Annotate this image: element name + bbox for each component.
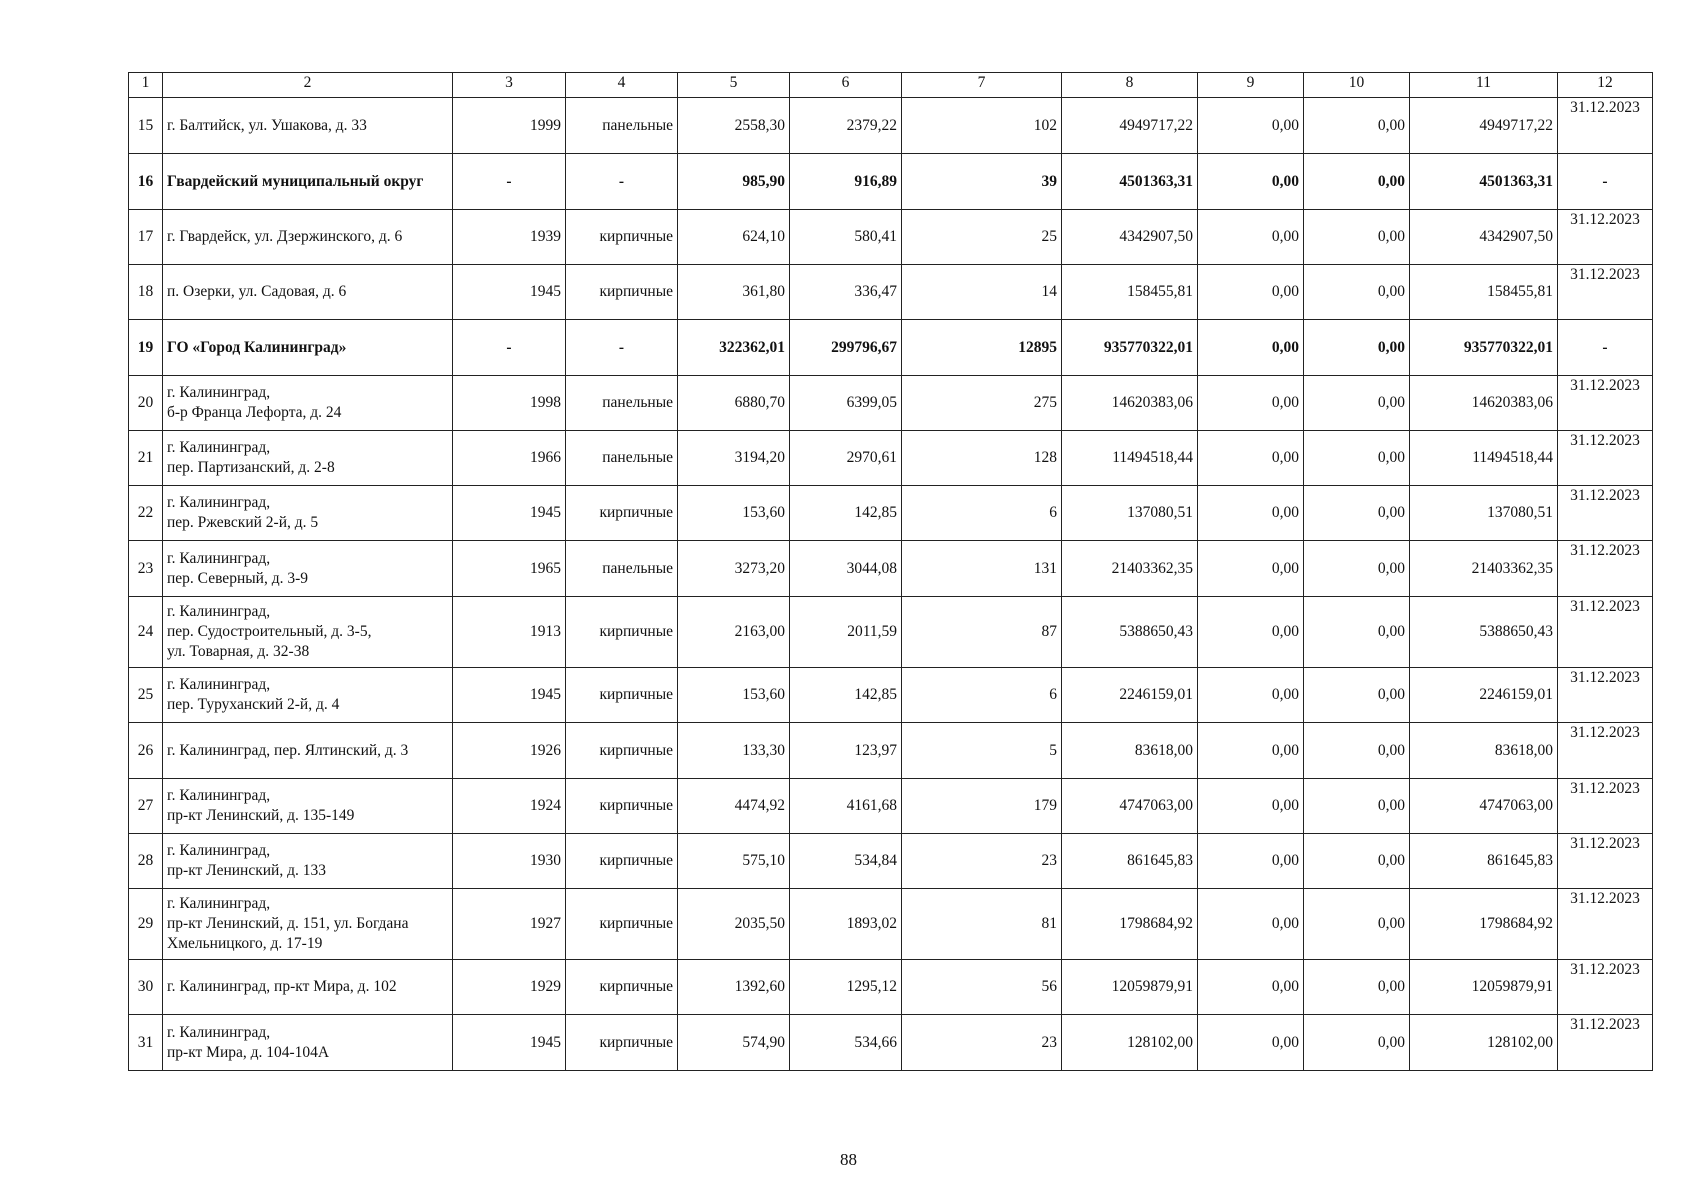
address-cell: г. Калининград, пр-кт Ленинский, д. 135-149 (163, 779, 453, 834)
col6-cell: 2970,61 (790, 431, 902, 486)
housing-table (128, 72, 1653, 1071)
col9-cell: 0,00 (1198, 486, 1304, 541)
table-row (129, 960, 1653, 1015)
deadline-date-cell: 31.12.2023 (1558, 597, 1653, 668)
col11-cell: 4501363,31 (1410, 154, 1558, 210)
col5-cell: 2558,30 (678, 98, 790, 154)
address-cell: г. Гвардейск, ул. Дзержинского, д. 6 (163, 210, 453, 265)
address-cell: г. Калининград, пер. Северный, д. 3-9 (163, 541, 453, 597)
row-number-cell: 16 (129, 154, 163, 210)
col6-cell: 123,97 (790, 723, 902, 779)
year-cell: - (453, 320, 566, 376)
year-cell: 1945 (453, 1015, 566, 1071)
col6-cell: 3044,08 (790, 541, 902, 597)
row-number-cell: 15 (129, 98, 163, 154)
row-number-cell: 24 (129, 597, 163, 668)
deadline-date-cell: 31.12.2023 (1558, 834, 1653, 889)
col11-cell: 128102,00 (1410, 1015, 1558, 1071)
col6-cell: 6399,05 (790, 376, 902, 431)
wall-material-cell: кирпичные (566, 723, 678, 779)
wall-material-cell: кирпичные (566, 779, 678, 834)
deadline-date-cell: 31.12.2023 (1558, 889, 1653, 960)
wall-material-cell: панельные (566, 431, 678, 486)
table-row (129, 1015, 1653, 1071)
deadline-date-cell: 31.12.2023 (1558, 541, 1653, 597)
table-row (129, 597, 1653, 668)
col9-cell: 0,00 (1198, 1015, 1304, 1071)
year-cell: 1966 (453, 431, 566, 486)
column-number-header-row (129, 73, 1653, 98)
col6-cell: 2011,59 (790, 597, 902, 668)
col9-cell: 0,00 (1198, 960, 1304, 1015)
col8-cell: 158455,81 (1062, 265, 1198, 320)
col10-cell: 0,00 (1304, 668, 1410, 723)
wall-material-cell: кирпичные (566, 265, 678, 320)
col5-cell: 6880,70 (678, 376, 790, 431)
col5-cell: 361,80 (678, 265, 790, 320)
table-body (129, 98, 1653, 1071)
col7-cell: 87 (902, 597, 1062, 668)
col8-cell: 4501363,31 (1062, 154, 1198, 210)
wall-material-cell: кирпичные (566, 597, 678, 668)
col11-cell: 1798684,92 (1410, 889, 1558, 960)
column-header: 8 (1062, 73, 1198, 98)
col7-cell: 23 (902, 834, 1062, 889)
col10-cell: 0,00 (1304, 431, 1410, 486)
col6-cell: 2379,22 (790, 98, 902, 154)
column-header: 6 (790, 73, 902, 98)
address-cell: г. Калининград, пер. Партизанский, д. 2-8 (163, 431, 453, 486)
wall-material-cell: - (566, 154, 678, 210)
col8-cell: 11494518,44 (1062, 431, 1198, 486)
address-cell: г. Калининград, пер. Ржевский 2-й, д. 5 (163, 486, 453, 541)
address-cell: г. Калининград, пр-кт Ленинский, д. 151, ул. Богдана Хмельницкого, д. 17-19 (163, 889, 453, 960)
col5-cell: 575,10 (678, 834, 790, 889)
col8-cell: 4949717,22 (1062, 98, 1198, 154)
year-cell: 1999 (453, 98, 566, 154)
row-number-cell: 31 (129, 1015, 163, 1071)
col7-cell: 102 (902, 98, 1062, 154)
table-row (129, 210, 1653, 265)
col5-cell: 322362,01 (678, 320, 790, 376)
col11-cell: 11494518,44 (1410, 431, 1558, 486)
col11-cell: 4949717,22 (1410, 98, 1558, 154)
col8-cell: 128102,00 (1062, 1015, 1198, 1071)
col7-cell: 128 (902, 431, 1062, 486)
column-header: 4 (566, 73, 678, 98)
col10-cell: 0,00 (1304, 376, 1410, 431)
wall-material-cell: кирпичные (566, 889, 678, 960)
col7-cell: 25 (902, 210, 1062, 265)
table-row (129, 154, 1653, 210)
col8-cell: 83618,00 (1062, 723, 1198, 779)
col11-cell: 861645,83 (1410, 834, 1558, 889)
col9-cell: 0,00 (1198, 431, 1304, 486)
deadline-date-cell: 31.12.2023 (1558, 376, 1653, 431)
col8-cell: 12059879,91 (1062, 960, 1198, 1015)
col6-cell: 916,89 (790, 154, 902, 210)
table-row (129, 431, 1653, 486)
col5-cell: 153,60 (678, 486, 790, 541)
col11-cell: 2246159,01 (1410, 668, 1558, 723)
wall-material-cell: панельные (566, 541, 678, 597)
col9-cell: 0,00 (1198, 541, 1304, 597)
table-row (129, 834, 1653, 889)
col9-cell: 0,00 (1198, 723, 1304, 779)
col10-cell: 0,00 (1304, 723, 1410, 779)
deadline-date-cell: 31.12.2023 (1558, 779, 1653, 834)
col5-cell: 624,10 (678, 210, 790, 265)
table-row (129, 265, 1653, 320)
col8-cell: 2246159,01 (1062, 668, 1198, 723)
col10-cell: 0,00 (1304, 834, 1410, 889)
col10-cell: 0,00 (1304, 960, 1410, 1015)
year-cell: 1913 (453, 597, 566, 668)
col7-cell: 179 (902, 779, 1062, 834)
table-row (129, 376, 1653, 431)
col10-cell: 0,00 (1304, 320, 1410, 376)
col9-cell: 0,00 (1198, 265, 1304, 320)
col8-cell: 4747063,00 (1062, 779, 1198, 834)
deadline-date-cell: 31.12.2023 (1558, 960, 1653, 1015)
row-number-cell: 18 (129, 265, 163, 320)
col8-cell: 4342907,50 (1062, 210, 1198, 265)
wall-material-cell: кирпичные (566, 486, 678, 541)
col11-cell: 5388650,43 (1410, 597, 1558, 668)
col5-cell: 153,60 (678, 668, 790, 723)
col7-cell: 39 (902, 154, 1062, 210)
wall-material-cell: кирпичные (566, 668, 678, 723)
col6-cell: 299796,67 (790, 320, 902, 376)
address-cell: г. Калининград, б-р Франца Лефорта, д. 24 (163, 376, 453, 431)
table-row (129, 541, 1653, 597)
col9-cell: 0,00 (1198, 98, 1304, 154)
col11-cell: 158455,81 (1410, 265, 1558, 320)
year-cell: 1926 (453, 723, 566, 779)
col7-cell: 56 (902, 960, 1062, 1015)
column-header: 10 (1304, 73, 1410, 98)
row-number-cell: 30 (129, 960, 163, 1015)
col5-cell: 574,90 (678, 1015, 790, 1071)
wall-material-cell: - (566, 320, 678, 376)
col7-cell: 81 (902, 889, 1062, 960)
col6-cell: 1893,02 (790, 889, 902, 960)
column-header: 5 (678, 73, 790, 98)
column-header: 1 (129, 73, 163, 98)
col9-cell: 0,00 (1198, 320, 1304, 376)
col7-cell: 131 (902, 541, 1062, 597)
table-row (129, 723, 1653, 779)
col7-cell: 12895 (902, 320, 1062, 376)
col9-cell: 0,00 (1198, 597, 1304, 668)
row-number-cell: 19 (129, 320, 163, 376)
address-cell: г. Калининград, пер. Туруханский 2-й, д. 4 (163, 668, 453, 723)
col10-cell: 0,00 (1304, 98, 1410, 154)
year-cell: 1927 (453, 889, 566, 960)
col6-cell: 142,85 (790, 486, 902, 541)
wall-material-cell: кирпичные (566, 210, 678, 265)
deadline-date-cell: 31.12.2023 (1558, 98, 1653, 154)
col9-cell: 0,00 (1198, 779, 1304, 834)
address-cell: г. Калининград, пр-кт Мира, д. 102 (163, 960, 453, 1015)
address-cell: г. Калининград, пер. Судостроительный, д. 3-5, ул. Товарная, д. 32-38 (163, 597, 453, 668)
col9-cell: 0,00 (1198, 889, 1304, 960)
col9-cell: 0,00 (1198, 154, 1304, 210)
col5-cell: 4474,92 (678, 779, 790, 834)
col11-cell: 12059879,91 (1410, 960, 1558, 1015)
col5-cell: 3194,20 (678, 431, 790, 486)
row-number-cell: 21 (129, 431, 163, 486)
deadline-date-cell: 31.12.2023 (1558, 210, 1653, 265)
col7-cell: 5 (902, 723, 1062, 779)
row-number-cell: 26 (129, 723, 163, 779)
year-cell: 1965 (453, 541, 566, 597)
row-number-cell: 17 (129, 210, 163, 265)
column-header: 3 (453, 73, 566, 98)
wall-material-cell: панельные (566, 376, 678, 431)
deadline-date-cell: 31.12.2023 (1558, 486, 1653, 541)
row-number-cell: 20 (129, 376, 163, 431)
deadline-date-cell: 31.12.2023 (1558, 265, 1653, 320)
col7-cell: 14 (902, 265, 1062, 320)
address-cell: г. Калининград, пр-кт Ленинский, д. 133 (163, 834, 453, 889)
column-header: 11 (1410, 73, 1558, 98)
col9-cell: 0,00 (1198, 210, 1304, 265)
wall-material-cell: кирпичные (566, 834, 678, 889)
col5-cell: 2163,00 (678, 597, 790, 668)
col11-cell: 21403362,35 (1410, 541, 1558, 597)
col8-cell: 14620383,06 (1062, 376, 1198, 431)
row-number-cell: 23 (129, 541, 163, 597)
col10-cell: 0,00 (1304, 486, 1410, 541)
col10-cell: 0,00 (1304, 210, 1410, 265)
address-cell: ГО «Город Калининград» (163, 320, 453, 376)
column-header: 12 (1558, 73, 1653, 98)
row-number-cell: 29 (129, 889, 163, 960)
deadline-date-cell: 31.12.2023 (1558, 1015, 1653, 1071)
col10-cell: 0,00 (1304, 1015, 1410, 1071)
year-cell: 1929 (453, 960, 566, 1015)
year-cell: 1924 (453, 779, 566, 834)
wall-material-cell: кирпичные (566, 960, 678, 1015)
col8-cell: 861645,83 (1062, 834, 1198, 889)
table-row (129, 668, 1653, 723)
row-number-cell: 22 (129, 486, 163, 541)
row-number-cell: 27 (129, 779, 163, 834)
table-row (129, 889, 1653, 960)
col11-cell: 83618,00 (1410, 723, 1558, 779)
year-cell: 1945 (453, 265, 566, 320)
col7-cell: 23 (902, 1015, 1062, 1071)
col7-cell: 6 (902, 486, 1062, 541)
col5-cell: 2035,50 (678, 889, 790, 960)
col8-cell: 5388650,43 (1062, 597, 1198, 668)
col5-cell: 3273,20 (678, 541, 790, 597)
col9-cell: 0,00 (1198, 376, 1304, 431)
address-cell: г. Калининград, пер. Ялтинский, д. 3 (163, 723, 453, 779)
col11-cell: 4342907,50 (1410, 210, 1558, 265)
col10-cell: 0,00 (1304, 154, 1410, 210)
deadline-date-cell: 31.12.2023 (1558, 431, 1653, 486)
year-cell: 1998 (453, 376, 566, 431)
col6-cell: 142,85 (790, 668, 902, 723)
table-row (129, 486, 1653, 541)
year-cell: 1939 (453, 210, 566, 265)
col10-cell: 0,00 (1304, 597, 1410, 668)
address-cell: г. Калининград, пр-кт Мира, д. 104-104А (163, 1015, 453, 1071)
row-number-cell: 28 (129, 834, 163, 889)
col10-cell: 0,00 (1304, 779, 1410, 834)
column-header: 9 (1198, 73, 1304, 98)
col6-cell: 580,41 (790, 210, 902, 265)
table-row (129, 779, 1653, 834)
page-number: 88 (840, 1150, 857, 1169)
year-cell: 1945 (453, 486, 566, 541)
deadline-date-cell: - (1558, 320, 1653, 376)
address-cell: Гвардейский муниципальный округ (163, 154, 453, 210)
row-number-cell: 25 (129, 668, 163, 723)
address-cell: п. Озерки, ул. Садовая, д. 6 (163, 265, 453, 320)
col8-cell: 1798684,92 (1062, 889, 1198, 960)
col6-cell: 534,66 (790, 1015, 902, 1071)
table-row (129, 98, 1653, 154)
col5-cell: 985,90 (678, 154, 790, 210)
address-cell: г. Балтийск, ул. Ушакова, д. 33 (163, 98, 453, 154)
deadline-date-cell: 31.12.2023 (1558, 668, 1653, 723)
col6-cell: 534,84 (790, 834, 902, 889)
col10-cell: 0,00 (1304, 541, 1410, 597)
table-row (129, 320, 1653, 376)
deadline-date-cell: - (1558, 154, 1653, 210)
col6-cell: 336,47 (790, 265, 902, 320)
year-cell: - (453, 154, 566, 210)
col6-cell: 1295,12 (790, 960, 902, 1015)
col6-cell: 4161,68 (790, 779, 902, 834)
col8-cell: 935770322,01 (1062, 320, 1198, 376)
wall-material-cell: панельные (566, 98, 678, 154)
year-cell: 1930 (453, 834, 566, 889)
col9-cell: 0,00 (1198, 668, 1304, 723)
col7-cell: 275 (902, 376, 1062, 431)
column-header: 2 (163, 73, 453, 98)
col5-cell: 133,30 (678, 723, 790, 779)
col11-cell: 935770322,01 (1410, 320, 1558, 376)
year-cell: 1945 (453, 668, 566, 723)
col9-cell: 0,00 (1198, 834, 1304, 889)
col7-cell: 6 (902, 668, 1062, 723)
col5-cell: 1392,60 (678, 960, 790, 1015)
column-header: 7 (902, 73, 1062, 98)
col11-cell: 137080,51 (1410, 486, 1558, 541)
col11-cell: 14620383,06 (1410, 376, 1558, 431)
wall-material-cell: кирпичные (566, 1015, 678, 1071)
col8-cell: 137080,51 (1062, 486, 1198, 541)
col10-cell: 0,00 (1304, 889, 1410, 960)
col10-cell: 0,00 (1304, 265, 1410, 320)
col8-cell: 21403362,35 (1062, 541, 1198, 597)
deadline-date-cell: 31.12.2023 (1558, 723, 1653, 779)
col11-cell: 4747063,00 (1410, 779, 1558, 834)
